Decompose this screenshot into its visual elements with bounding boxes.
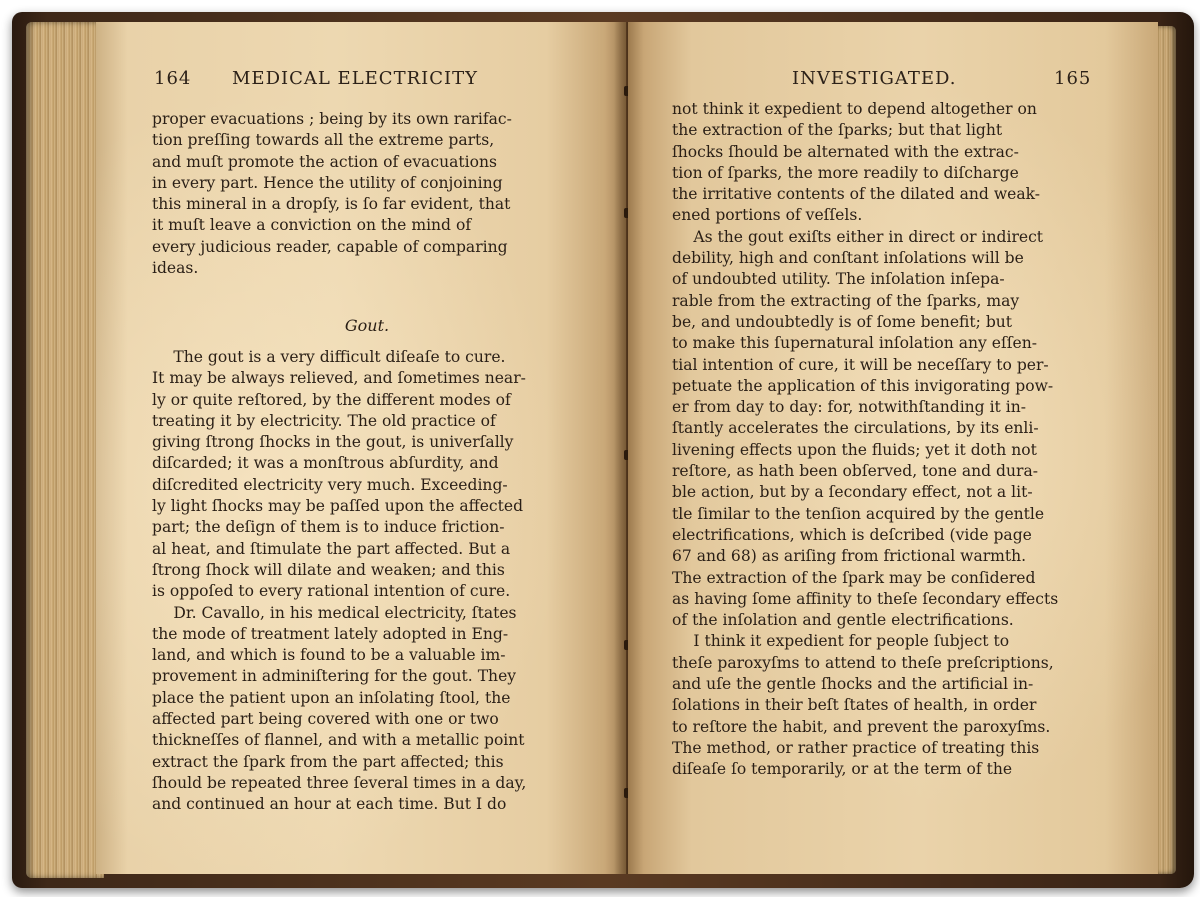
text-line: tion preſſing towards all the extreme parts, [152,130,495,150]
text-line: The method, or rather practice of treating this [672,737,1040,757]
text-line: not think it expedient to depend altogether on [672,99,1037,118]
text-line: al heat, and ſtimulate the part affected. But a [152,538,511,558]
right-running-head: INVESTIGATED. [792,68,957,89]
text-line: diſcredited electricity very much. Exceeding- [152,474,508,494]
text-line: the extraction of the ſparks; but that light [672,120,1003,140]
text-line: The gout is a very difficult diſeaſe to cure. [173,347,506,366]
text-line: reſtore, as hath been obſerved, tone and dura- [672,461,1038,481]
text-line: place the patient upon an inſolating ſtool, the [152,687,511,707]
text-line: diſcarded; it was a monſtrous abſurdity, and [152,453,499,473]
text-line: ſhocks ſhould be alternated with the extrac- [672,141,1019,161]
left-page-edges [26,22,104,878]
text-line: it muſt leave a conviction on the mind of [152,215,472,235]
section-heading-container [152,315,582,336]
text-line: ſolations in their beſt ſtates of health, in order [672,695,1037,715]
text-line: land, and which is found to be a valuable im- [152,645,506,665]
text-line: treating it by electricity. The old practice of [152,410,496,430]
left-running-head: MEDICAL ELECTRICITY [232,68,479,89]
text-line: giving ſtrong ſhocks in the gout, is univerſally [152,432,514,452]
text-line: theſe paroxyſms to attend to theſe preſcriptions, [672,652,1054,672]
text-line: The extraction of the ſpark may be conſidered [672,567,1036,587]
text-line: thickneſſes of flannel, and with a metallic point [152,730,525,750]
text-line: electrifications, which is deſcribed (vide page [672,524,1032,544]
text-line: ſhould be repeated three ſeveral times in a day, [152,772,527,792]
text-line: every judicious reader, capable of comparing [152,236,508,256]
section-heading: Gout. [344,316,390,335]
text-line: in every part. Hence the utility of conjoining [152,172,503,192]
right-page-number: 165 [1054,68,1092,89]
left-text-block-1 [152,108,582,278]
text-line: ſtantly accelerates the circulations, by its enli- [672,418,1039,438]
text-line: tion of ſparks, the more readily to diſcharge [672,162,1019,182]
text-line: tle ſimilar to the tenſion acquired by the gentle [672,503,1045,523]
text-line: ened portions of veſſels. [672,205,863,225]
text-line: and uſe the gentle ſhocks and the artificial in- [672,674,1034,694]
text-line: As the gout exiſts either in direct or indirect [693,226,1044,246]
text-line: of undoubted utility. The inſolation inſepa- [672,269,1005,289]
text-line: ble action, but by a ſecondary effect, not a lit- [672,482,1033,502]
text-line: debility, high and conſtant inſolations will be [672,248,1024,268]
text-line: livening effects upon the fluids; yet it doth not [672,439,1037,459]
text-line: petuate the application of this invigorating pow- [672,375,1054,395]
text-line: provement in adminiſtering for the gout. They [152,666,517,686]
text-line: diſeaſe ſo temporarily, or at the term of the [672,759,1013,779]
text-line: and muſt promote the action of evacuations [152,151,498,171]
text-line: this mineral in a dropſy, is ſo far evident, that [152,194,511,214]
text-line: the irritative contents of the dilated and weak- [672,184,1041,204]
left-text-block-2 [152,346,582,815]
text-line: part; the deſign of them is to induce friction- [152,517,505,537]
text-line: ideas. [152,258,199,278]
text-line: It may be always relieved, and ſometimes near- [152,368,526,388]
text-line: 67 and 68) as ariſing from frictional warmth. [672,546,1027,566]
text-line: Dr. Cavallo, in his medical electricity, ſtates [173,602,517,622]
text-line: is oppoſed to every rational intention of cure. [152,581,511,601]
text-line: I think it expedient for people ſubject to [693,631,1010,651]
left-page-number: 164 [154,68,192,89]
text-line: to make this ſupernatural inſolation any eſſen- [672,333,1037,353]
text-line: extract the ſpark from the part affected; this [152,751,504,771]
text-line: ly or quite reſtored, by the different modes of [152,389,511,409]
text-line: to reſtore the habit, and prevent the paroxyſms. [672,716,1051,736]
text-line: er from day to day: for, notwithſtanding it in- [672,397,1027,417]
text-line: proper evacuations ; being by its own rarifac- [152,109,512,128]
text-line: be, and undoubtedly is of ſome benefit; but [672,311,1013,331]
text-line: and continued an hour at each time. But I do [152,794,507,814]
text-line: the mode of treatment lately adopted in Eng- [152,623,509,643]
text-line: tial intention of cure, it will be neceſſary to per- [672,354,1049,374]
text-line: ſtrong ſhock will dilate and weaken; and this [152,559,505,579]
text-line: of the inſolation and gentle electrifications. [672,610,1014,630]
right-page [628,22,1158,874]
text-line: rable from the extracting of the ſparks, may [672,290,1020,310]
right-text-block [672,98,1102,780]
text-line: affected part being covered with one or two [152,709,499,729]
text-line: as having ſome affinity to theſe ſecondary effects [672,588,1059,608]
left-page [96,22,626,874]
text-line: ly light ſhocks may be paſſed upon the affected [152,496,524,516]
